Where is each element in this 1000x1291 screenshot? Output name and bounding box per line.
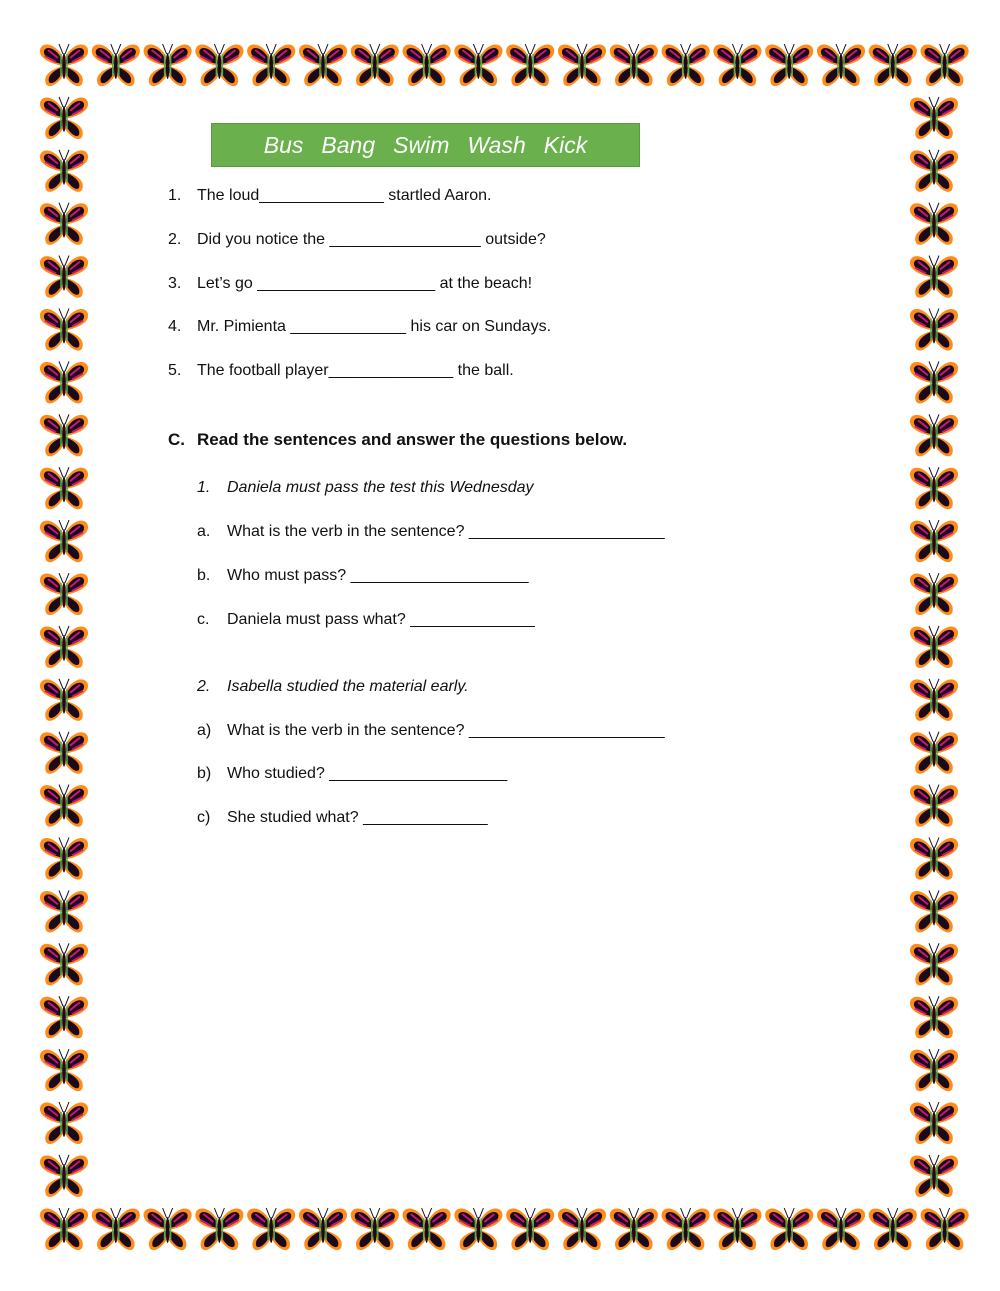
butterfly-icon xyxy=(910,890,958,932)
butterfly-icon xyxy=(40,203,88,245)
butterfly-icon xyxy=(40,890,88,932)
butterfly-icon xyxy=(506,1208,554,1250)
section-label: C. xyxy=(168,430,185,449)
question-letter: a) xyxy=(197,722,212,739)
butterfly-icon xyxy=(662,1208,710,1250)
butterfly-icon xyxy=(869,44,917,86)
butterfly-icon xyxy=(910,732,958,774)
butterfly-icon xyxy=(40,150,88,192)
butterfly-icon xyxy=(713,1208,761,1250)
butterfly-icon xyxy=(403,44,451,86)
butterfly-icon xyxy=(765,1208,813,1250)
word-bank-word: Kick xyxy=(543,131,588,158)
butterfly-icon xyxy=(40,467,88,509)
butterfly-icon xyxy=(40,943,88,985)
butterfly-icon xyxy=(662,44,710,86)
butterfly-icon xyxy=(910,1049,958,1091)
butterfly-icon xyxy=(921,1208,969,1250)
question-text: What is the verb in the sentence? ______________________ xyxy=(227,722,665,739)
butterfly-icon xyxy=(40,256,88,298)
item-number: 1. xyxy=(168,187,182,204)
question-letter: c) xyxy=(197,809,211,826)
butterfly-icon xyxy=(454,44,502,86)
item-number: 4. xyxy=(168,318,182,335)
butterfly-icon xyxy=(40,361,88,403)
butterfly-icon xyxy=(765,44,813,86)
question-text: What is the verb in the sentence? ______________________ xyxy=(227,523,665,540)
butterfly-icon xyxy=(910,679,958,721)
question-letter: a. xyxy=(197,523,211,540)
butterfly-icon xyxy=(40,414,88,456)
sentence-text: Isabella studied the material early. xyxy=(227,678,469,695)
butterfly-icon xyxy=(910,203,958,245)
item-number: 3. xyxy=(168,275,182,292)
sentence-number: 2. xyxy=(197,678,211,695)
butterfly-icon xyxy=(40,44,88,86)
butterfly-icon xyxy=(40,679,88,721)
butterfly-icon xyxy=(910,785,958,827)
item-text: Let’s go ____________________ at the beach! xyxy=(197,275,533,292)
butterfly-icon xyxy=(351,1208,399,1250)
butterfly-icon xyxy=(40,626,88,668)
butterfly-icon xyxy=(195,1208,243,1250)
butterfly-icon xyxy=(40,309,88,351)
item-text: Did you notice the _________________ outside? xyxy=(197,231,546,248)
butterfly-icon xyxy=(40,1049,88,1091)
butterfly-icon xyxy=(351,44,399,86)
butterfly-icon xyxy=(610,44,658,86)
item-text: Mr. Pimienta _____________ his car on Sundays. xyxy=(197,318,552,335)
butterfly-icon xyxy=(921,44,969,86)
butterfly-icon xyxy=(247,44,295,86)
butterfly-icon xyxy=(40,996,88,1038)
butterfly-icon xyxy=(910,361,958,403)
question-text: Who studied? ____________________ xyxy=(227,765,508,782)
butterfly-icon xyxy=(40,785,88,827)
question-text: Daniela must pass what? ______________ xyxy=(227,611,535,628)
question-text: She studied what? ______________ xyxy=(227,809,488,826)
item-number: 2. xyxy=(168,231,182,248)
butterfly-icon xyxy=(910,838,958,880)
butterfly-icon xyxy=(40,838,88,880)
butterfly-icon xyxy=(910,996,958,1038)
item-number: 5. xyxy=(168,362,182,379)
question-letter: b) xyxy=(197,765,212,782)
item-text: The football player______________ the ball. xyxy=(197,362,514,379)
butterfly-icon xyxy=(40,1102,88,1144)
butterfly-icon xyxy=(910,467,958,509)
butterfly-icon xyxy=(454,1208,502,1250)
butterfly-icon xyxy=(558,1208,606,1250)
butterfly-icon xyxy=(403,1208,451,1250)
butterfly-icon xyxy=(817,1208,865,1250)
butterfly-icon xyxy=(40,1155,88,1197)
butterfly-icon xyxy=(40,573,88,615)
butterfly-icon xyxy=(713,44,761,86)
butterfly-icon xyxy=(910,943,958,985)
question-letter: b. xyxy=(197,567,211,584)
butterfly-icon xyxy=(40,97,88,139)
section-title: Read the sentences and answer the questions below. xyxy=(197,430,628,449)
butterfly-icon xyxy=(40,1208,88,1250)
word-bank-word: Swim xyxy=(393,131,450,158)
butterfly-icon xyxy=(506,44,554,86)
butterfly-icon xyxy=(144,1208,192,1250)
butterfly-icon xyxy=(299,44,347,86)
butterfly-icon xyxy=(910,1102,958,1144)
butterfly-icon xyxy=(910,97,958,139)
butterfly-icon xyxy=(195,44,243,86)
question-letter: c. xyxy=(197,611,210,628)
sentence-number: 1. xyxy=(197,479,211,496)
butterfly-icon xyxy=(910,256,958,298)
butterfly-icon xyxy=(910,1155,958,1197)
sentence-text: Daniela must pass the test this Wednesday xyxy=(227,479,534,496)
butterfly-icon xyxy=(817,44,865,86)
butterfly-icon xyxy=(610,1208,658,1250)
word-bank-word: Bus xyxy=(263,131,304,158)
butterfly-icon xyxy=(869,1208,917,1250)
butterfly-icon xyxy=(40,732,88,774)
item-text: The loud______________ startled Aaron. xyxy=(197,187,492,204)
butterfly-icon xyxy=(247,1208,295,1250)
butterfly-icon xyxy=(910,573,958,615)
butterfly-icon xyxy=(40,520,88,562)
word-bank xyxy=(211,123,640,167)
word-bank-word: Wash xyxy=(467,131,526,158)
butterfly-icon xyxy=(299,1208,347,1250)
butterfly-icon xyxy=(910,414,958,456)
butterfly-icon xyxy=(910,626,958,668)
butterfly-icon xyxy=(558,44,606,86)
butterfly-icon xyxy=(910,520,958,562)
butterfly-icon xyxy=(92,44,140,86)
butterfly-icon xyxy=(144,44,192,86)
butterfly-icon xyxy=(910,309,958,351)
word-bank-word: Bang xyxy=(321,131,376,158)
butterfly-icon xyxy=(92,1208,140,1250)
question-text: Who must pass? ____________________ xyxy=(227,567,529,584)
butterfly-icon xyxy=(910,150,958,192)
